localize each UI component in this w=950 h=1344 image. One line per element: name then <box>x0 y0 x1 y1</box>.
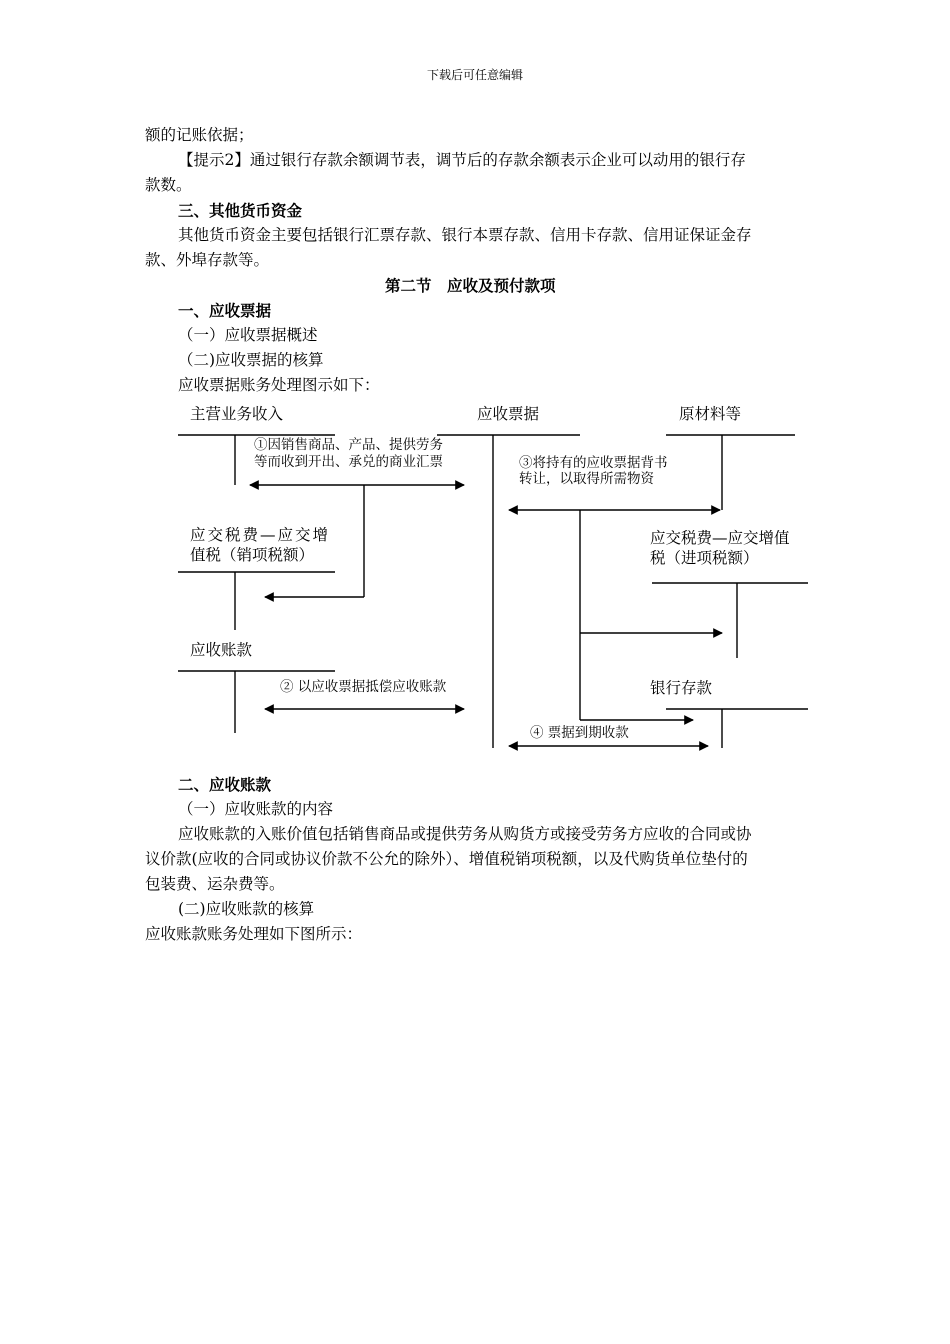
label-vat-out-l2: 值税（销项税额） <box>190 546 315 564</box>
section2-sub1: （一）应收账款的内容 <box>178 800 334 818</box>
para1-line1: 额的记账依据； <box>145 126 254 144</box>
section2-title: 二、应收账款 <box>178 775 272 794</box>
para1-line2: 【提示2】通过银行存款余额调节表，调节后的存款余额表示企业可以动用的银行存 <box>178 151 746 169</box>
para3-line3: 包装费、运杂费等。 <box>145 875 285 893</box>
label-vat-in-l1: 应交税费—应交增值 <box>650 529 790 547</box>
para3-line1: 应收账款的入账价值包括销售商品或提供劳务从购货方或接受劳务方应收的合同或协 <box>178 825 752 843</box>
section1-sub2: （二)应收票据的核算 <box>178 351 324 369</box>
note3-line2: 转让，以取得所需物资 <box>519 471 654 487</box>
section3-title: 三、其他货币资金 <box>178 201 303 220</box>
section1-intro: 应收票据账务处理图示如下： <box>178 376 380 394</box>
para3-line2: 议价款(应收的合同或协议价款不公允的除外）、增值税销项税额，以及代购货单位垫付的 <box>145 850 748 868</box>
section2-sub2: (二)应收账款的核算 <box>178 900 315 918</box>
label-vat-in-l2: 税（进项税额） <box>650 549 759 567</box>
label-bank-deposit: 银行存款 <box>650 679 713 697</box>
para2-line1: 其他货币资金主要包括银行汇票存款、银行本票存款、信用卡存款、信用证保证金存 <box>178 226 752 244</box>
note2: ② 以应收票据抵偿应收账款 <box>280 679 447 695</box>
label-vat-out-l1: 应交税费—应交增 <box>190 526 331 544</box>
label-accounts-receivable: 应收账款 <box>190 641 253 659</box>
note1-line1: ①因销售商品、产品、提供劳务 <box>254 437 443 453</box>
note4: ④ 票据到期收款 <box>530 725 629 741</box>
section1-sub1: （一）应收票据概述 <box>178 326 318 344</box>
section2-intro: 应收账款账务处理如下图所示： <box>145 925 363 943</box>
label-notes-receivable: 应收票据 <box>477 405 540 423</box>
para2-line2: 款、外埠存款等。 <box>145 251 270 269</box>
para1-line3: 款数。 <box>145 176 192 194</box>
chapter-title: 第二节 应收及预付款项 <box>385 276 556 295</box>
note1-line2: 等而收到开出、承兑的商业汇票 <box>254 454 443 470</box>
note3-line1: ③将持有的应收票据背书 <box>519 455 668 471</box>
label-materials: 原材料等 <box>679 405 742 423</box>
page-header: 下载后可任意编辑 <box>426 68 523 82</box>
section1-title: 一、应收票据 <box>178 301 272 320</box>
label-main-revenue: 主营业务收入 <box>190 405 284 423</box>
